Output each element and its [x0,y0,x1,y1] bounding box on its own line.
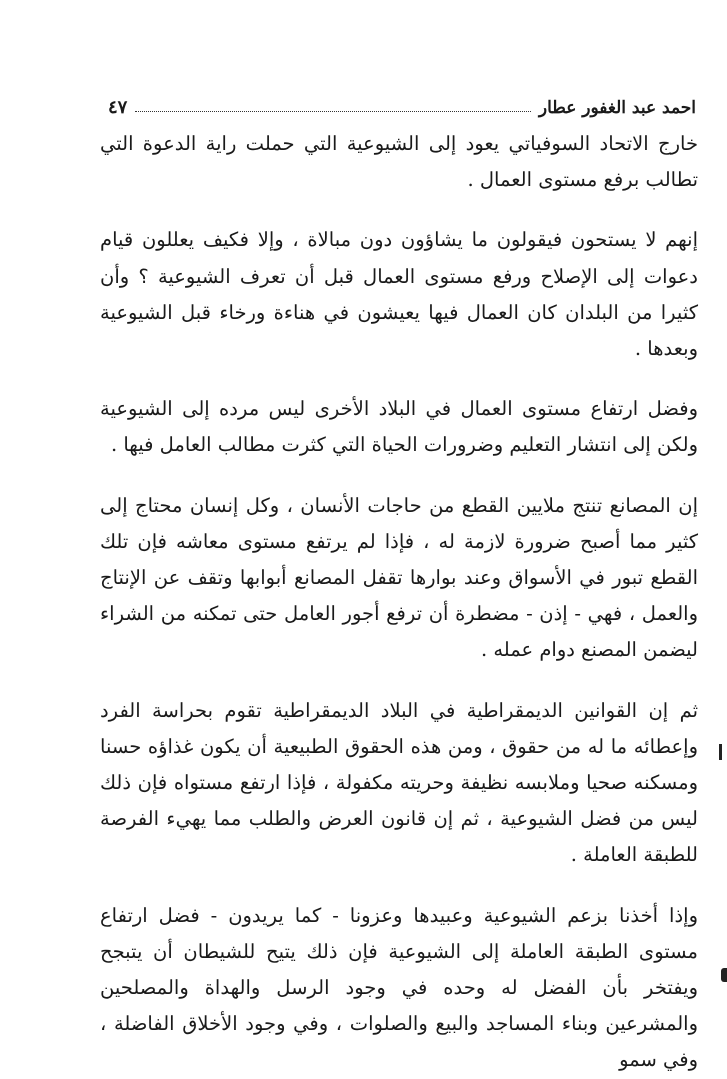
paragraph: وفضل ارتفاع مستوى العمال في البلاد الأخرى ليس مرده إلى الشيوعية ولكن إلى انتشار التعليم وضرورات الحياة التي كثرت مطالب العامل فيها . [100,397,698,457]
paragraph: خارج الاتحاد السوفياتي يعود إلى الشيوعية التي حملت راية الدعوة التي تطالب برفع مستوى العمال . [100,132,698,192]
paragraph: إنهم لا يستحون فيقولون ما يشاؤون دون مبالاة ، وإلا فكيف يعللون قيام دعوات إلى الإصلاح ورفع مستوى العمال قبل أن تعرف الشيوعية ؟ وأن كثيرا من البلدان كان العمال فيها يعيشون في هناءة ورخاء قبل الشيوعية وبعدها . [100,228,698,361]
header-leader-dots [135,110,531,112]
paragraph: إن المصانع تنتج ملايين القطع من حاجات الأنسان ، وكل إنسان محتاج إلى كثير مما أصبح ضرورة لازمة له ، فإذا لم يرتفع مستوى معاشه فإن تلك القطع تبور في الأسواق وعند بوارها تقفل المصانع أبوابها وتقف عن الإنتاج والعمل ، فهي - إذن - مضطرة أن ترفع أجور العامل حتى تمكنه من الشراء ليضمن المصنع دوام عمله . [100,493,698,662]
scan-edge-mark [719,744,722,760]
page-number: ٤٧ [108,97,128,118]
body-text [100,126,698,1079]
paragraph: ثم إن القوانين الديمقراطية في البلاد الديمقراطية تقوم بحراسة الفرد وإعطائه ما له من حقوق ، ومن هذه الحقوق الطبيعية أن يكون غذاؤه حسنا ومسكنه صحيا وملابسه نظيفة وحريته مكفولة ، فإذا ارتفع مستواه فإن ذلك ليس من فضل الشيوعية ، ثم إن قانون العرض والطلب مما يهيء الفرصة للطبقة العاملة . [100,698,698,867]
header-author: احمد عبد الغفور عطار [538,98,696,118]
running-header [108,90,696,118]
paragraph: وإذا أخذنا بزعم الشيوعية وعبيدها وعزونا - كما يريدون - فضل ارتفاع مستوى الطبقة العاملة إلى الشيوعية فإن ذلك يتيح للشيطان أن يتبجح ويفتخر بأن الفضل له وحده في وجود الرسل والهداة والمصلحين والمشرعين وبناء المساجد والبيع والصلوات ، وفي وجود الأخلاق الفاضلة ، وفي سمو [100,903,698,1072]
scan-edge-mark [721,968,727,982]
